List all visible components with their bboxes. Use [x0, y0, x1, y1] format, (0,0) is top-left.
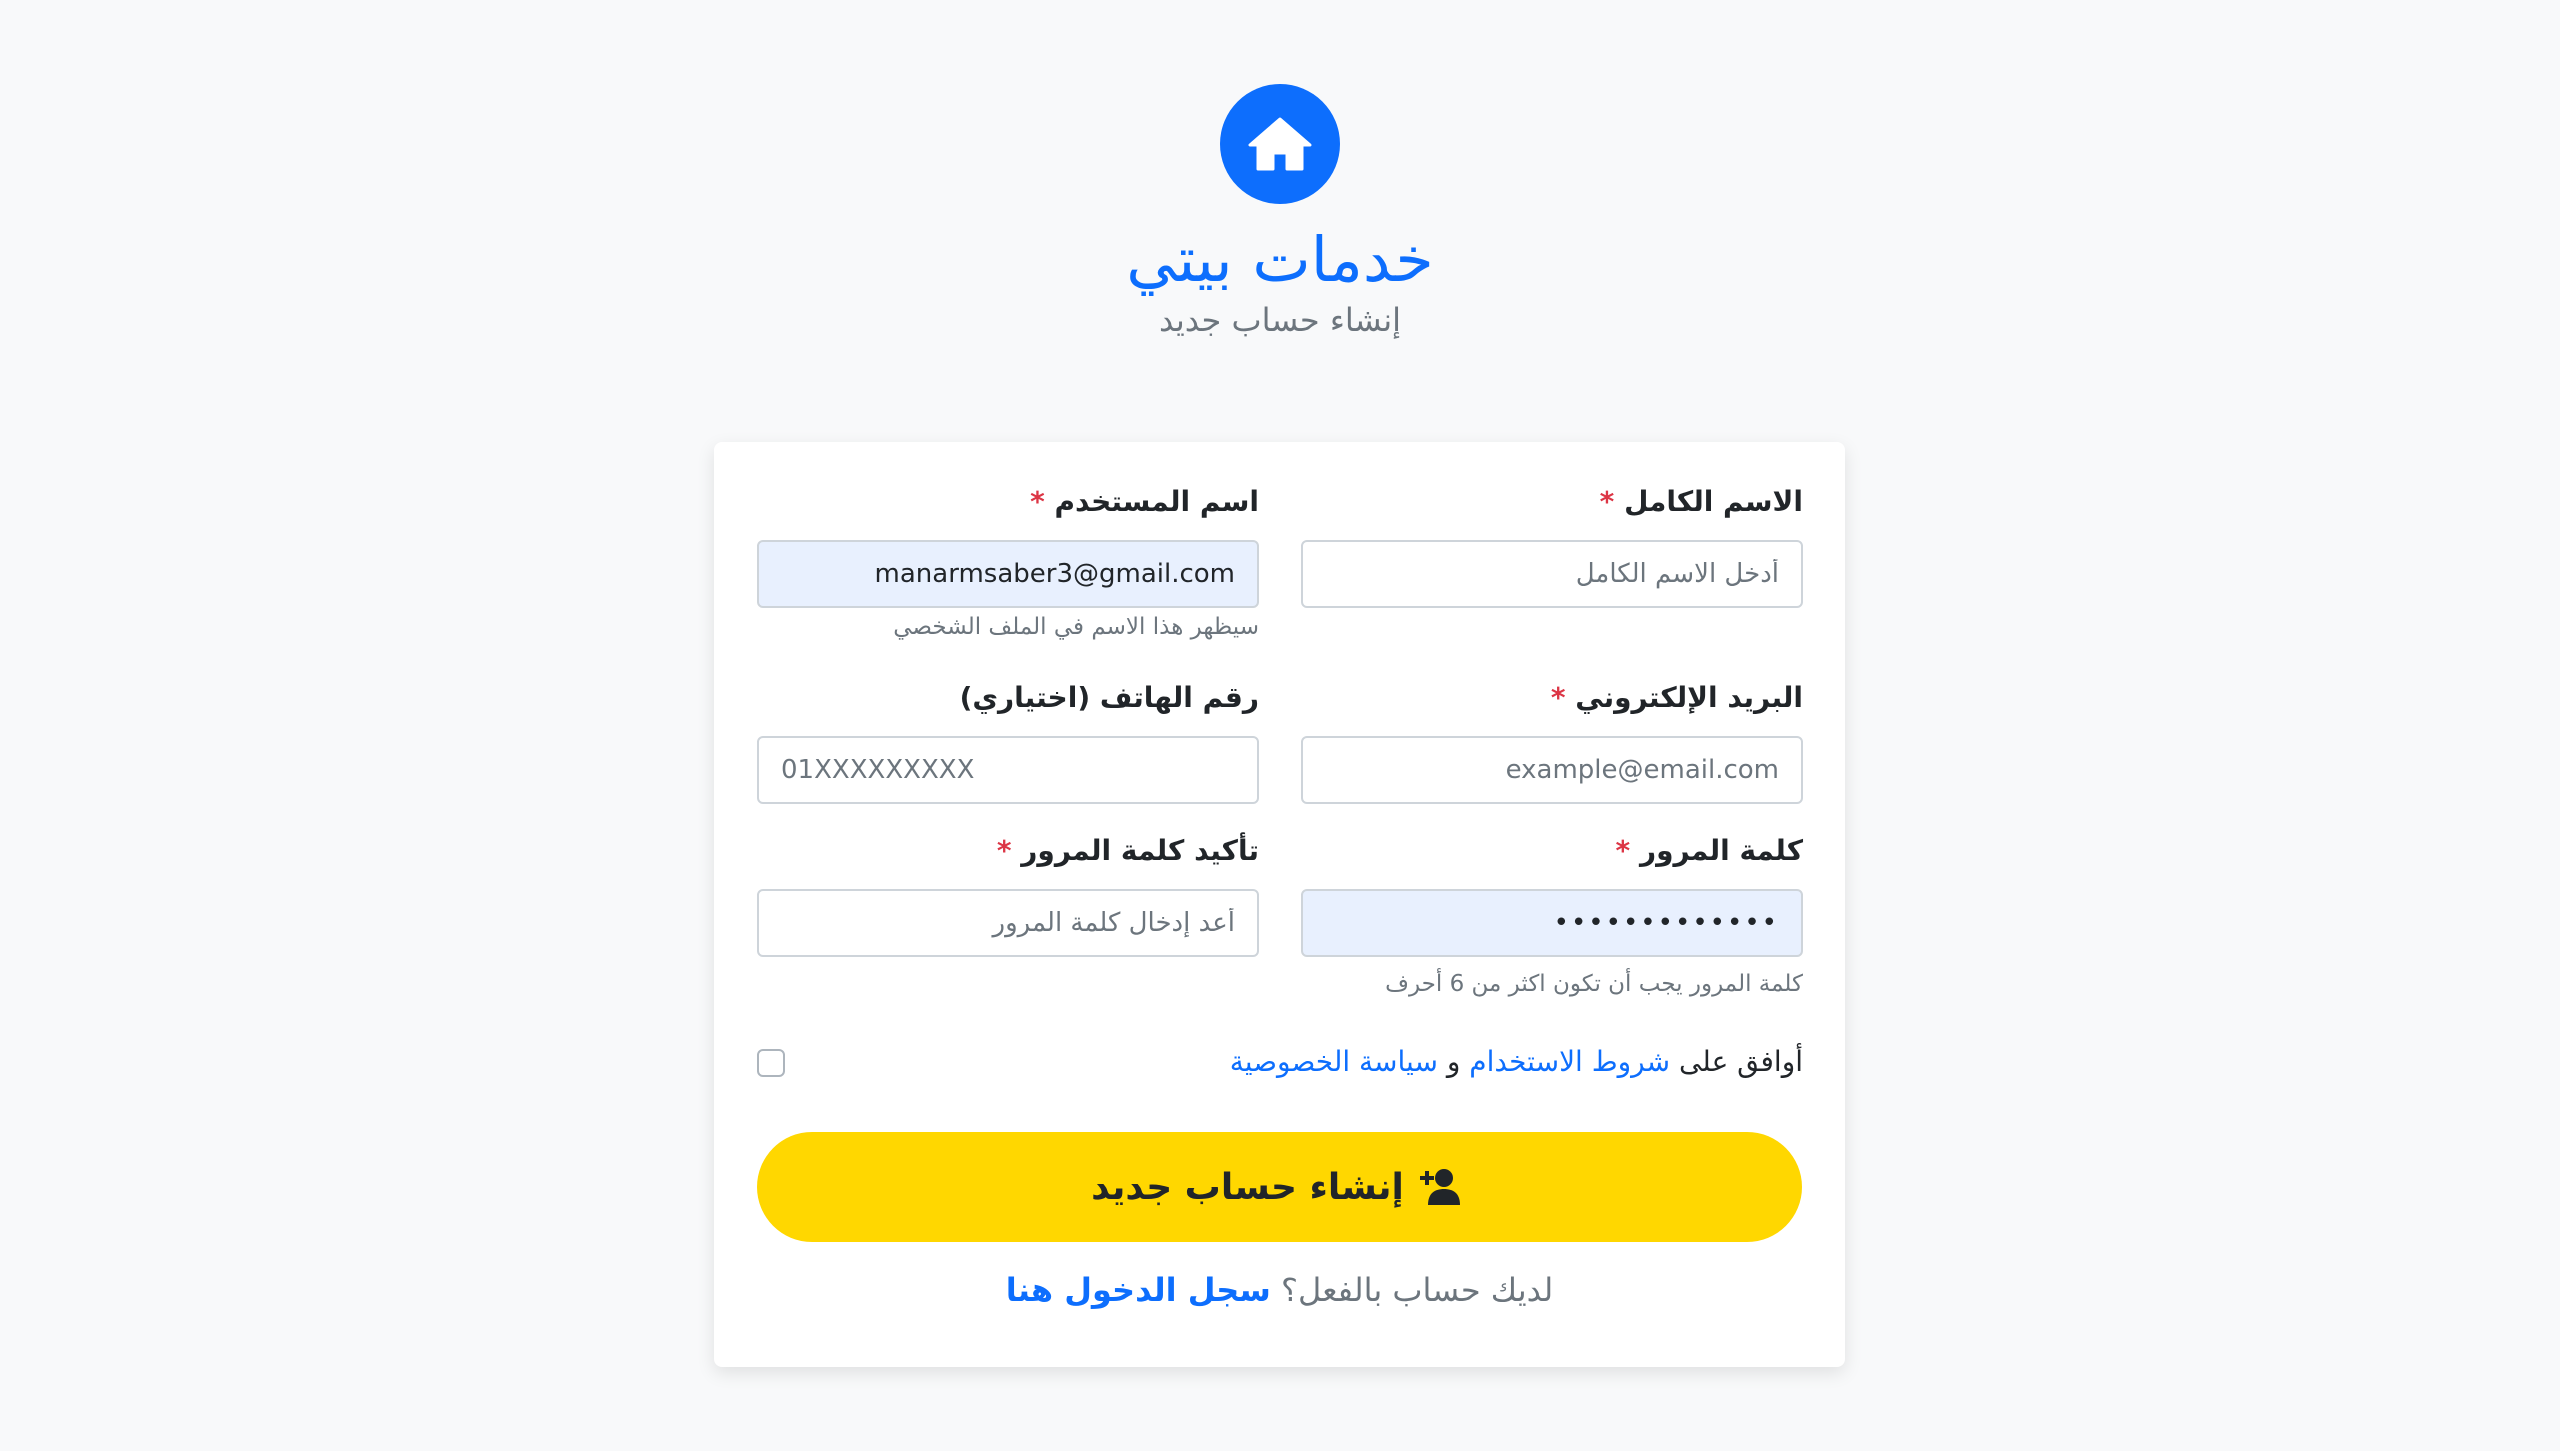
- app-title: خدمات بيتي: [1126, 223, 1434, 296]
- full-name-group: [1301, 482, 1803, 608]
- terms-checkbox[interactable]: [757, 1049, 785, 1077]
- logo: [1220, 84, 1340, 204]
- username-group: [757, 482, 1259, 644]
- create-account-label: إنشاء حساب جديد: [1091, 1166, 1404, 1208]
- username-label: اسم المستخدم *: [1030, 485, 1259, 518]
- confirm-password-group: [757, 831, 1259, 957]
- password-input[interactable]: [1301, 889, 1803, 957]
- privacy-link[interactable]: سياسة الخصوصية: [1229, 1045, 1438, 1078]
- confirm-password-input[interactable]: [757, 889, 1259, 957]
- required-mark: *: [996, 834, 1012, 867]
- terms-link[interactable]: شروط الاستخدام: [1469, 1045, 1671, 1078]
- phone-input[interactable]: [757, 736, 1259, 804]
- user-plus-icon: [1418, 1167, 1468, 1207]
- confirm-password-label: تأكيد كلمة المرور *: [996, 834, 1259, 867]
- password-label: كلمة المرور *: [1615, 834, 1803, 867]
- phone-label: رقم الهاتف (اختياري): [959, 681, 1259, 714]
- email-input[interactable]: [1301, 736, 1803, 804]
- password-help-text: كلمة المرور يجب أن تكون اكثر من 6 أحرف: [1385, 971, 1803, 997]
- login-prompt: [714, 1268, 1845, 1312]
- phone-group: [757, 678, 1259, 804]
- full-name-input[interactable]: [1301, 540, 1803, 608]
- required-mark: *: [1550, 681, 1566, 714]
- page-subtitle: إنشاء حساب جديد: [1159, 301, 1401, 339]
- terms-text: أوافق على شروط الاستخدام و سياسة الخصوصية: [1229, 1045, 1803, 1078]
- login-link[interactable]: سجل الدخول هنا: [1005, 1271, 1271, 1309]
- register-card: [714, 442, 1845, 1367]
- home-icon: [1248, 115, 1312, 173]
- login-prompt-text: لديك حساب بالفعل؟: [1280, 1271, 1554, 1309]
- create-account-button[interactable]: [757, 1132, 1802, 1242]
- email-group: [1301, 678, 1803, 804]
- required-mark: *: [1030, 485, 1045, 518]
- username-help-text: سيظهر هذا الاسم في الملف الشخصي: [893, 614, 1259, 640]
- required-mark: *: [1599, 485, 1615, 518]
- full-name-label: الاسم الكامل *: [1599, 485, 1803, 518]
- terms-agreement: [757, 1040, 1803, 1084]
- username-input[interactable]: [757, 540, 1259, 608]
- required-mark: *: [1615, 834, 1631, 867]
- page-header: [0, 84, 2560, 340]
- password-group: [1301, 831, 1803, 1001]
- email-label: البريد الإلكتروني *: [1550, 681, 1803, 714]
